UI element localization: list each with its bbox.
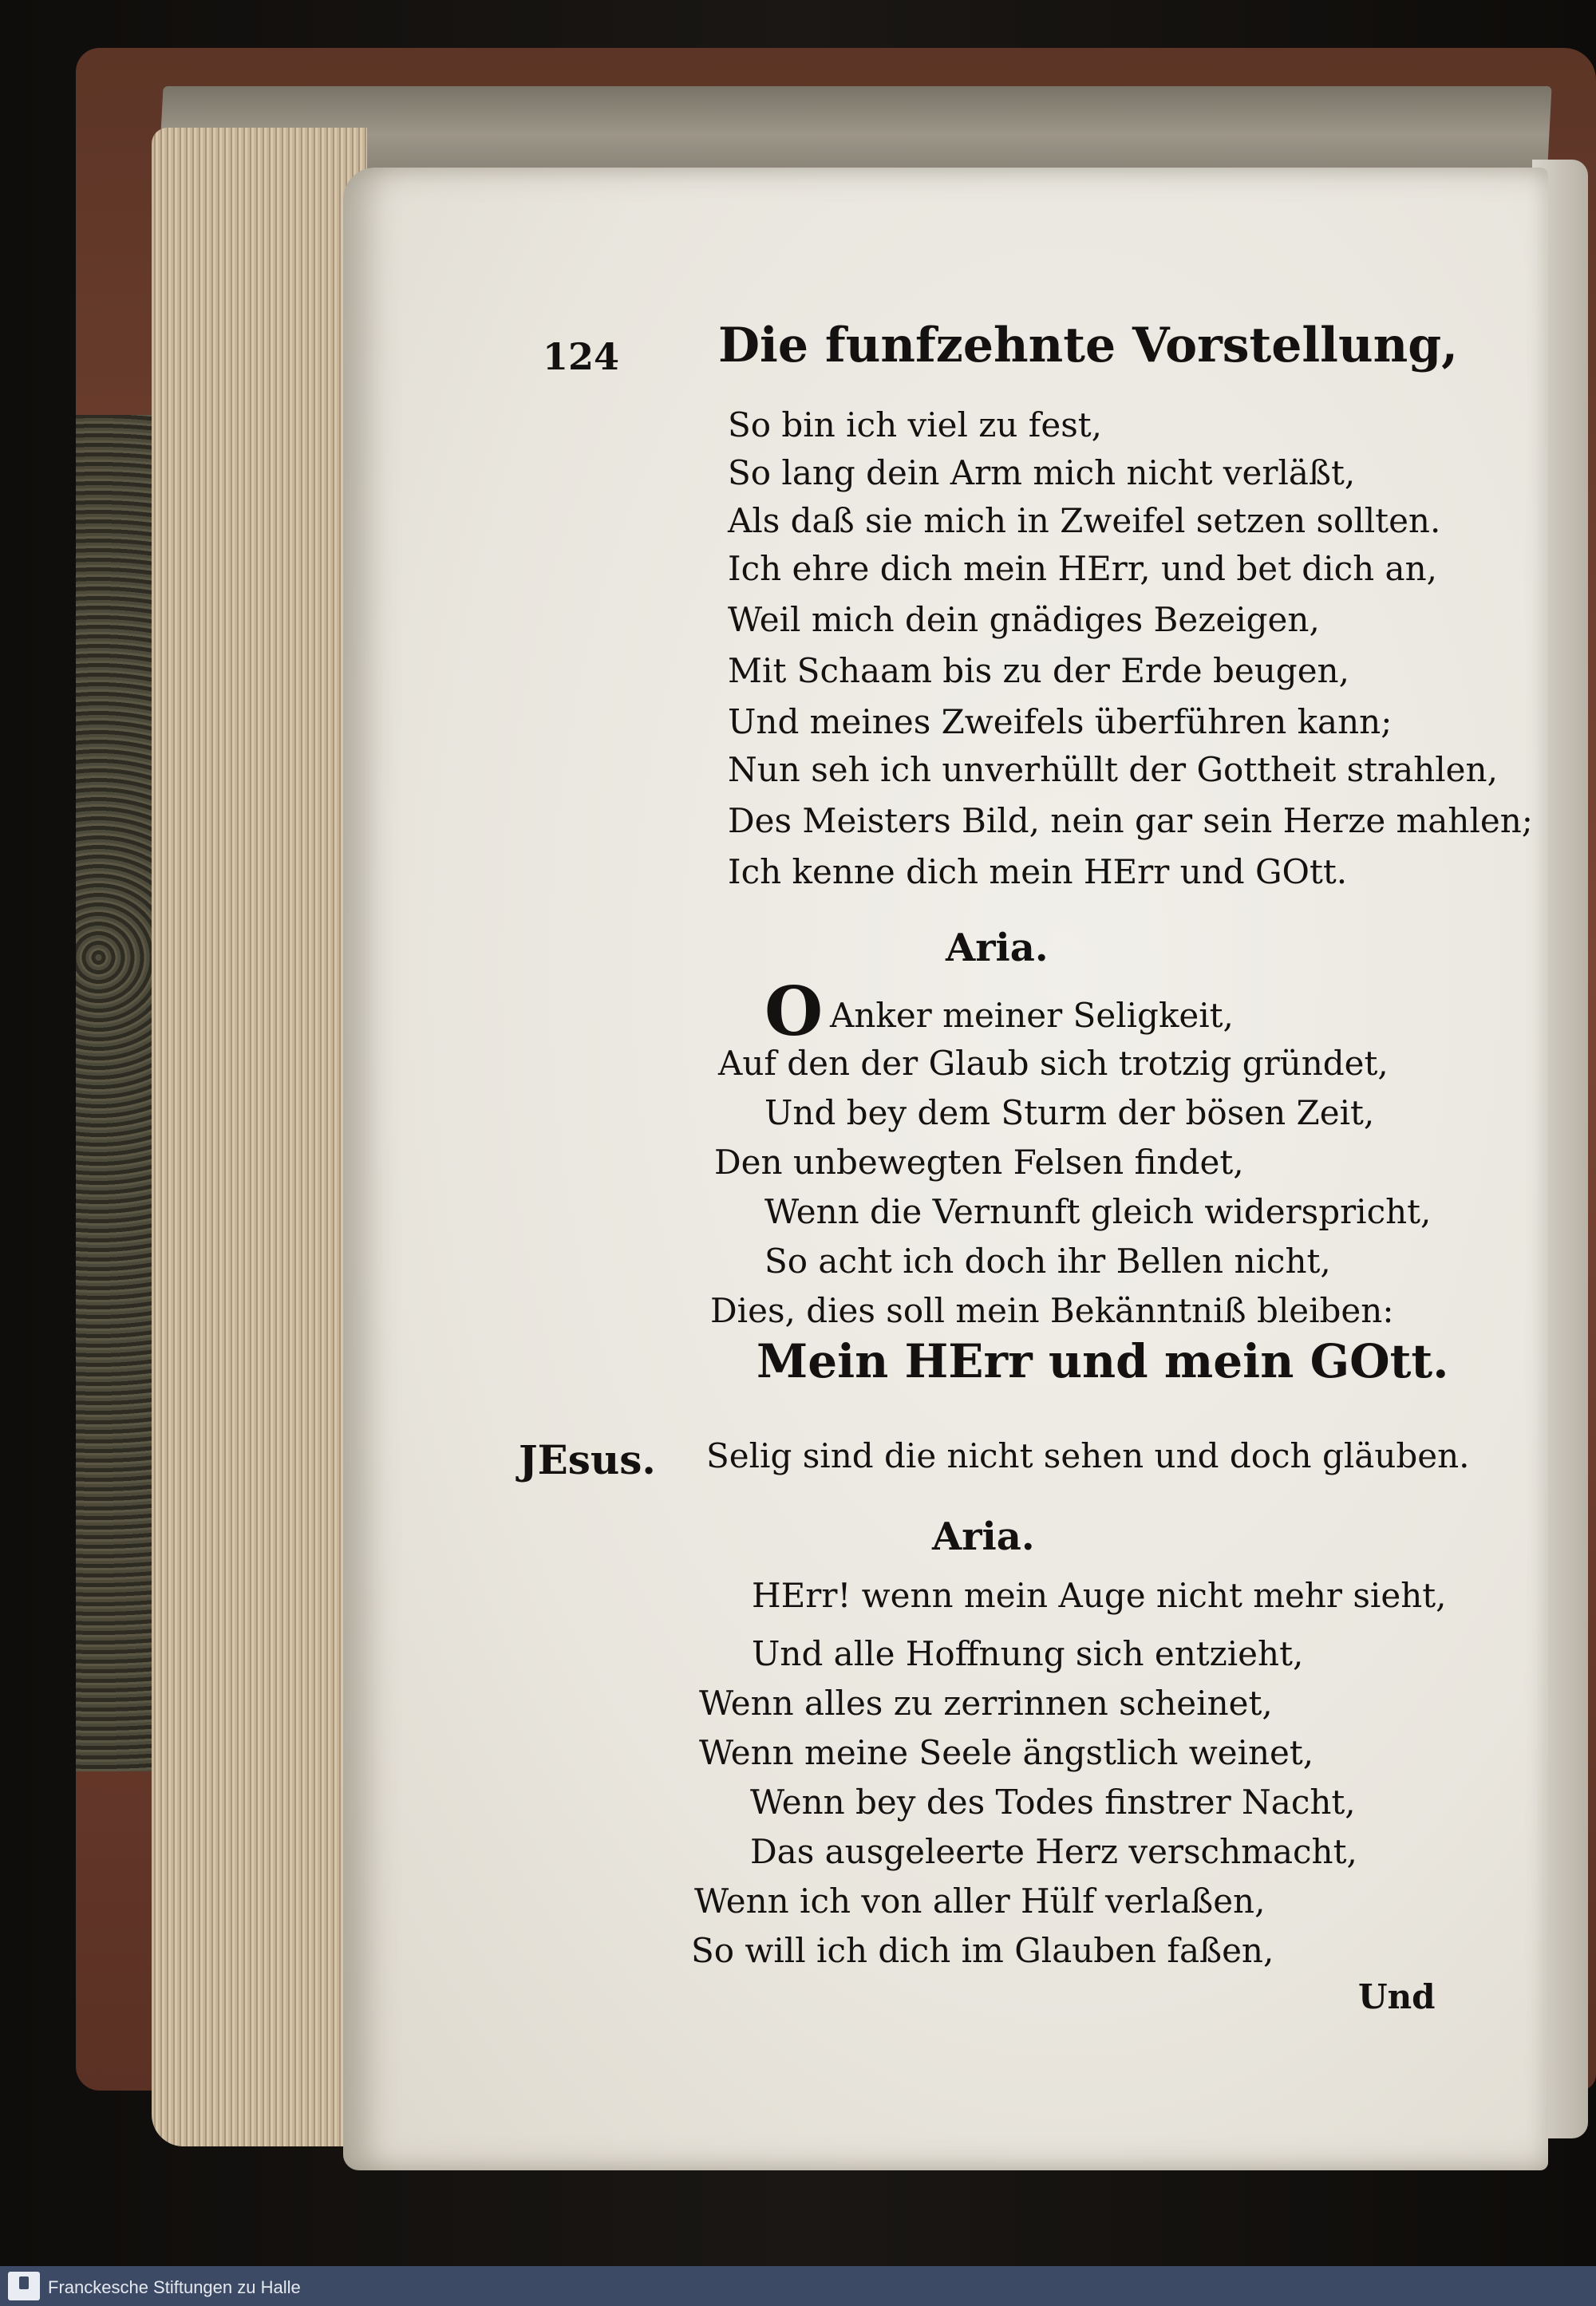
- drop-capital: O: [764, 972, 824, 1051]
- verse-line: Wenn bey des Todes finstrer Nacht,: [750, 1783, 1356, 1822]
- verse-line: Wenn meine Seele ängstlich weinet,: [699, 1733, 1314, 1772]
- verse-line: Wenn ich von aller Hülf verlaßen,: [694, 1882, 1266, 1921]
- verse-line: Das ausgeleerte Herz verschmacht,: [750, 1832, 1357, 1871]
- verse-line: Ich ehre dich mein HErr, und bet dich an,: [728, 549, 1437, 588]
- verse-line: Den unbewegten Felsen findet,: [714, 1143, 1244, 1182]
- institution-name: Franckesche Stiftungen zu Halle: [48, 2277, 301, 2297]
- speaker-name: JEsus.: [519, 1436, 656, 1483]
- verse-line: Als daß sie mich in Zweifel setzen sollten.: [728, 501, 1441, 540]
- verse-line: Auf den der Glaub sich trotzig gründet,: [718, 1044, 1389, 1083]
- verse-line: Wenn die Vernunft gleich widerspricht,: [764, 1192, 1432, 1231]
- verse-line: Wenn alles zu zerrinnen scheinet,: [699, 1684, 1273, 1723]
- aria-heading: Aria.: [932, 1514, 1035, 1559]
- institution-logo-icon: [8, 2272, 40, 2300]
- verse-line: Weil mich dein gnädiges Bezeigen,: [728, 600, 1320, 639]
- verse-line: So will ich dich im Glauben faßen,: [691, 1931, 1274, 1970]
- verse-line: So bin ich viel zu fest,: [728, 405, 1102, 444]
- verse-line: Und alle Hoffnung sich entzieht,: [752, 1634, 1304, 1673]
- verse-line: So lang dein Arm mich nicht verläßt,: [728, 453, 1356, 492]
- marbled-spine: [76, 415, 152, 1771]
- verse-line: Ich kenne dich mein HErr und GOtt.: [728, 852, 1348, 891]
- verse-line: Des Meisters Bild, nein gar sein Herze mahlen;: [728, 801, 1533, 840]
- verse-line: Anker meiner Seligkeit,: [830, 996, 1234, 1035]
- catchword: Und: [1358, 1977, 1436, 2016]
- aria-heading: Aria.: [946, 926, 1049, 970]
- aria-closing-line: Mein HErr und mein GOtt.: [757, 1334, 1449, 1388]
- page-number: 124: [543, 335, 620, 378]
- verse-line: HErr! wenn mein Auge nicht mehr sieht,: [752, 1576, 1447, 1615]
- running-header: Die funfzehnte Vorstellung,: [718, 318, 1459, 373]
- verse-line: Mit Schaam bis zu der Erde beugen,: [728, 651, 1349, 690]
- verse-line: Nun seh ich unverhüllt der Gottheit strahlen,: [728, 750, 1498, 789]
- verse-line: Und bey dem Sturm der bösen Zeit,: [764, 1093, 1375, 1132]
- page-edges: [152, 128, 367, 2146]
- verse-line: Dies, dies soll mein Bekänntniß bleiben:: [710, 1291, 1394, 1330]
- verse-line: Und meines Zweifels überführen kann;: [728, 702, 1393, 741]
- spoken-line: Selig sind die nicht sehen und doch gläuben.: [706, 1436, 1470, 1475]
- verse-line: So acht ich doch ihr Bellen nicht,: [764, 1242, 1331, 1281]
